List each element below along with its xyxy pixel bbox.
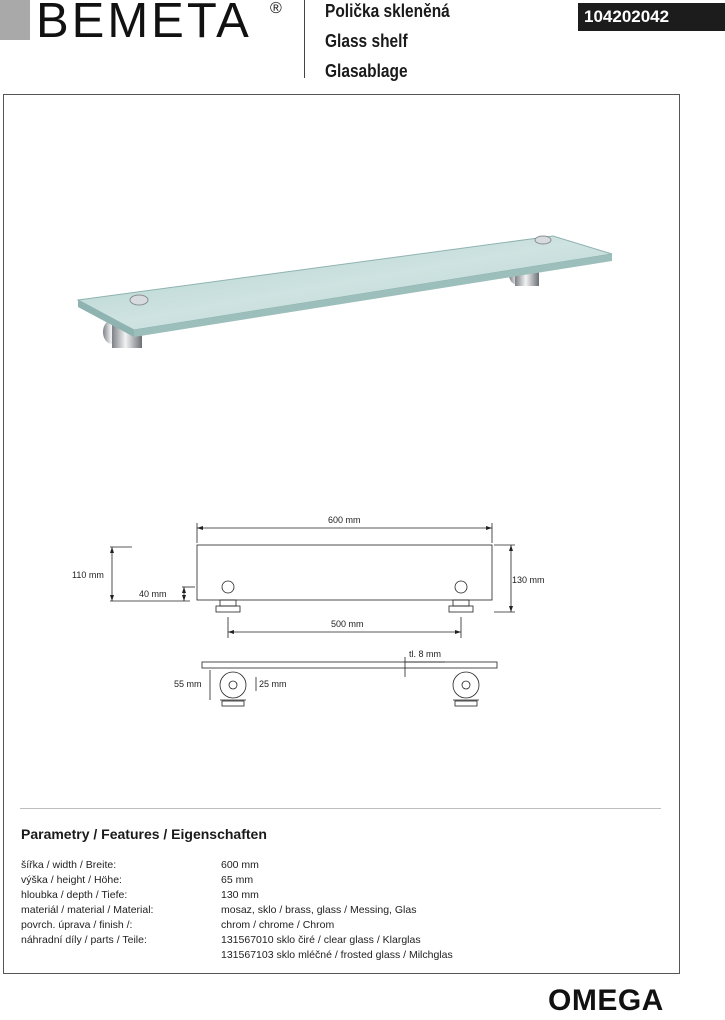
mount-hole-left — [222, 581, 234, 593]
mount-stem-left — [220, 600, 236, 606]
brand-logo: BEMETA — [36, 0, 252, 48]
brand-mark — [0, 0, 30, 40]
front-view-plate — [197, 545, 492, 600]
param-label-parts: náhradní díly / parts / Teile: — [21, 934, 147, 946]
param-label-width: šířka / width / Breite: — [21, 859, 117, 871]
thickness-label: tl. 8 mm — [409, 649, 442, 659]
mount-hole-right — [455, 581, 467, 593]
mount-stem-right — [453, 600, 469, 606]
title-english: Glass shelf — [325, 31, 408, 51]
param-value-height: 65 mm — [221, 874, 254, 886]
screw-cap-front — [130, 295, 148, 305]
title-czech: Polička skleněná — [325, 1, 450, 21]
width-dimension-label: 600 mm — [328, 515, 361, 525]
param-label-finish: povrch. úprava / finish /: — [21, 919, 133, 931]
param-value-finish: chrom / chrome / Chrom — [221, 919, 335, 931]
series-name: OMEGA — [548, 984, 664, 1017]
top-view-plate — [202, 662, 497, 668]
height-dimension-label: 110 mm — [72, 570, 104, 580]
mount-spacing-label: 500 mm — [331, 619, 364, 629]
glass-plate — [78, 236, 612, 337]
rosette-diameter-label: 55 mm — [174, 679, 202, 689]
product-code-badge: 104202042 — [578, 3, 725, 31]
mount-offset-label: 40 mm — [139, 589, 167, 599]
header-divider — [304, 0, 305, 78]
depth-dimension-label: 130 mm — [512, 575, 545, 585]
param-value-width: 600 mm — [221, 859, 259, 871]
rosette-right — [453, 672, 479, 706]
param-value-material: mosaz, sklo / brass, glass / Messing, Glas — [221, 904, 417, 916]
param-label-material: materiál / material / Material: — [21, 904, 154, 916]
title-german: Glasablage — [325, 61, 408, 81]
mount-base-right — [449, 606, 473, 612]
screw-cap-rear — [535, 236, 551, 244]
rosette-left — [220, 672, 246, 706]
registered-mark: ® — [270, 0, 282, 17]
params-divider — [20, 808, 661, 809]
technical-drawing — [50, 505, 580, 725]
params-heading: Parametry / Features / Eigenschaften — [21, 826, 267, 842]
rod-diameter-label: 25 mm — [259, 679, 287, 689]
param-label-height: výška / height / Höhe: — [21, 874, 122, 886]
param-value-depth: 130 mm — [221, 889, 259, 901]
mount-base-left — [216, 606, 240, 612]
param-value-parts-clear: 131567010 sklo čiré / clear glass / Klarglas — [221, 934, 421, 946]
param-value-parts-frosted: 131567103 sklo mléčné / frosted glass / Milchglas — [221, 949, 453, 961]
product-illustration — [60, 220, 620, 380]
param-label-depth: hloubka / depth / Tiefe: — [21, 889, 128, 901]
